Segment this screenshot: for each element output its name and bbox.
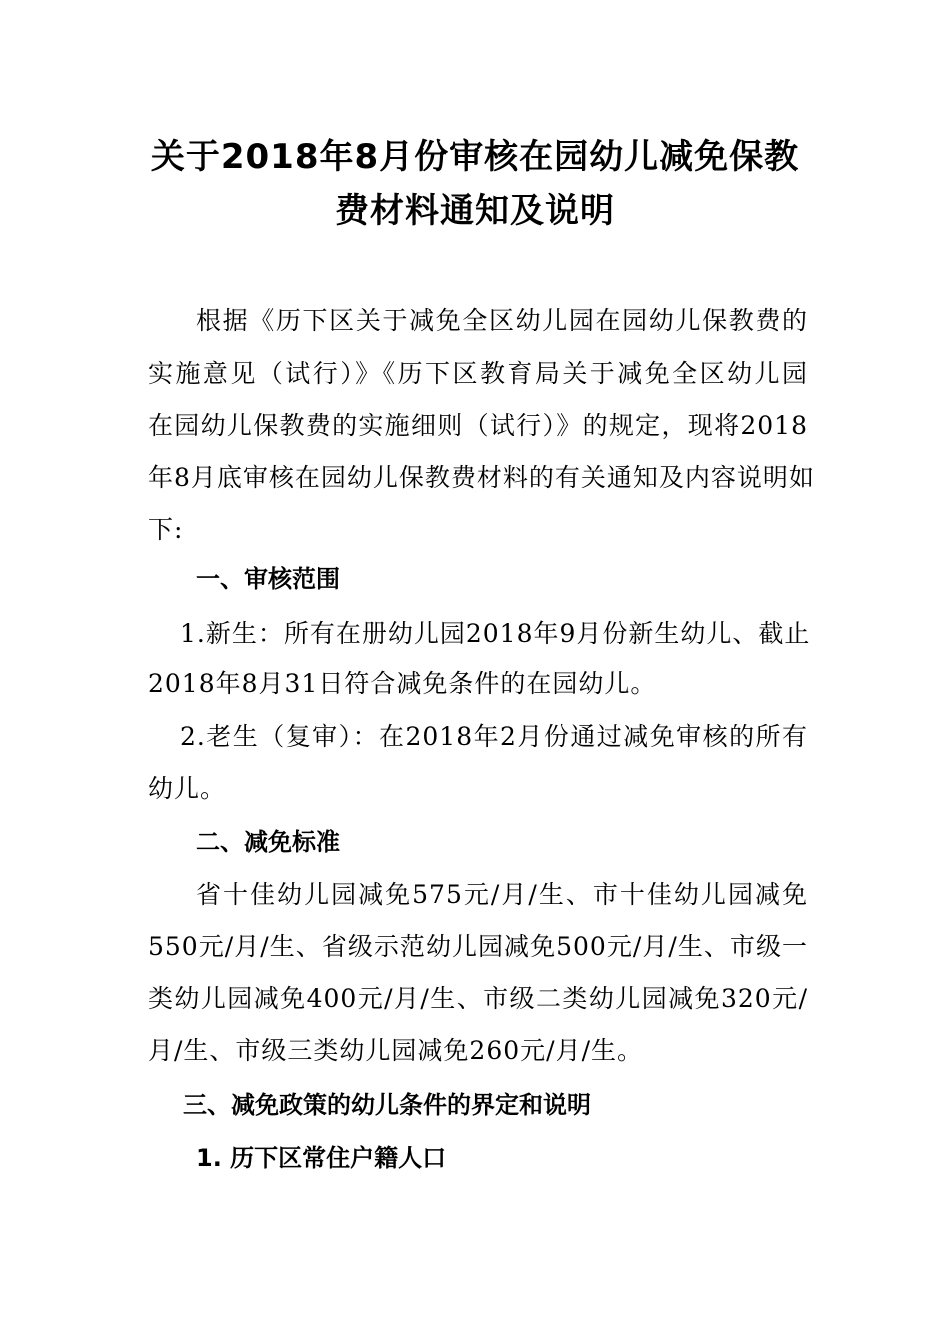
intro-line-2: 实施意见（试行）》《历下区教育局关于减免全区幼儿园 xyxy=(148,359,808,388)
section-1-item-1-line-1: 1.新生：所有在册幼儿园2018年9月份新生幼儿、截止 xyxy=(180,619,811,648)
document-title-line-1: 关于2018年8月份审核在园幼儿减免保教 xyxy=(150,137,800,177)
section-3-sub-heading: 1. 历下区常住户籍人口 xyxy=(196,1144,447,1172)
section-2-heading: 二、减免标准 xyxy=(196,828,340,856)
section-3-heading: 三、减免政策的幼儿条件的界定和说明 xyxy=(183,1091,591,1119)
section-2-line-4: 月/生、市级三类幼儿园减免260元/月/生。 xyxy=(148,1036,643,1065)
section-2-line-3: 类幼儿园减免400元/月/生、市级二类幼儿园减免320元/ xyxy=(148,984,808,1013)
document-title-line-2: 费材料通知及说明 xyxy=(335,191,615,231)
intro-line-3: 在园幼儿保教费的实施细则（试行）》的规定，现将2018 xyxy=(148,411,808,440)
intro-line-5: 下: xyxy=(148,515,184,544)
intro-line-1: 根据《历下区关于减免全区幼儿园在园幼儿保教费的 xyxy=(196,306,808,335)
section-2-line-2: 550元/月/生、省级示范幼儿园减免500元/月/生、市级一 xyxy=(148,932,808,961)
section-1-item-2-line-1: 2.老生（复审）：在2018年2月份通过减免审核的所有 xyxy=(180,722,808,751)
intro-line-4: 年8月底审核在园幼儿保教费材料的有关通知及内容说明如 xyxy=(148,463,815,492)
section-1-heading: 一、审核范围 xyxy=(196,565,340,593)
section-2-line-1: 省十佳幼儿园减免575元/月/生、市十佳幼儿园减免 xyxy=(196,880,808,909)
section-1-item-2-line-2: 幼儿。 xyxy=(148,774,227,803)
section-1-item-1-line-2: 2018年8月31日符合减免条件的在园幼儿。 xyxy=(148,669,657,698)
